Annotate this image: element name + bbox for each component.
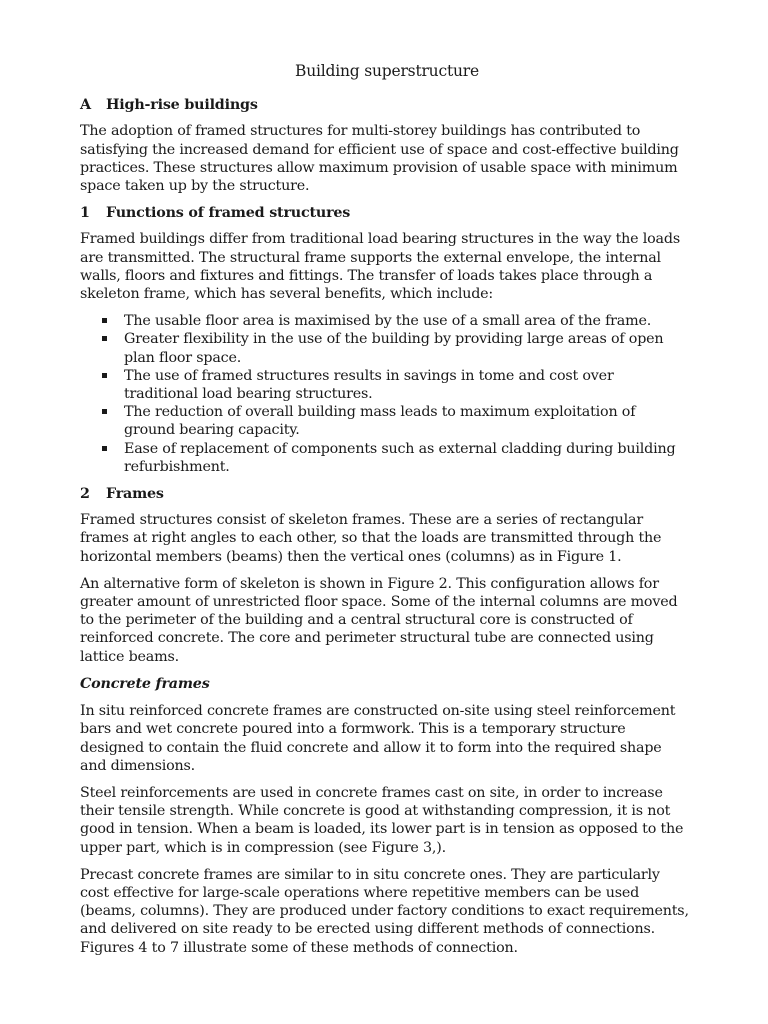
document-page: [80, 62, 690, 966]
list-item-text: The use of framed structures results in savings in tome and cost over traditional load bearing structures.: [124, 367, 614, 403]
concrete-frames-paragraph-2: Steel reinforcements are used in concrete frames cast on site, in order to increase their tensile strength. While concrete is good at withstanding compression, it is not good in tension. When a beam is loaded, its lower part is in tension as opposed to the upper part, which is in compression (see Figure 3,).: [80, 784, 684, 856]
square-bullet-icon: [102, 409, 107, 414]
section-2-heading: [80, 485, 690, 503]
document-title: Building superstructure: [295, 62, 479, 80]
section-2-number: 2: [80, 486, 90, 503]
section-a-number: A: [80, 97, 91, 114]
list-item-text: Ease of replacement of components such as external cladding during building refurbishment.: [124, 440, 676, 475]
list-item: [100, 330, 690, 366]
square-bullet-icon: [102, 336, 107, 341]
section-2-paragraph-1: Framed structures consist of skeleton frames. These are a series of rectangular frames at right angles to each other, so that the loads are transmitted through the horizontal members (beams) then the vertical ones (columns) as in Figure 1.: [80, 512, 662, 565]
section-a-paragraph: The adoption of framed structures for multi-storey buildings has contributed to satisfying the increased demand for efficient use of space and cost-effective building practices. These structures allow maximum provision of usable space with minimum space taken up by the structure.: [80, 123, 679, 195]
concrete-frames-paragraph-1: In situ reinforced concrete frames are constructed on-site using steel reinforcement bars and wet concrete poured into a formwork. This is a temporary structure designed to contain the fluid concrete and allow it to form into the required shape and dimensions.: [80, 703, 676, 774]
section-1-heading: [80, 204, 690, 222]
benefits-list: [80, 312, 690, 476]
section-a-heading: [80, 96, 690, 114]
section-a-title: High-rise buildings: [106, 97, 258, 114]
list-item: [100, 403, 690, 439]
list-item-text: The usable floor area is maximised by the use of a small area of the frame.: [124, 313, 652, 330]
section-1-title: Functions of framed structures: [106, 205, 351, 222]
section-1-number: 1: [80, 205, 90, 222]
section-1-paragraph: Framed buildings differ from traditional load bearing structures in the way the loads are transmitted. The structural frame supports the external envelope, the internal walls, floors and fixtures and fittings. The transfer of loads takes place through a skeleton frame, which has several benefits, which include:: [80, 231, 680, 303]
section-2-paragraph-2: An alternative form of skeleton is shown in Figure 2. This configuration allows for greater amount of unrestricted floor space. Some of the internal columns are moved to the perimeter of the building and a central structural core is constructed of reinforced concrete. The core and perimeter structural tube are connected using lattice beams.: [80, 575, 678, 665]
list-item: [100, 440, 690, 476]
list-item-text: The reduction of overall building mass leads to maximum exploitation of ground bearing capacity.: [124, 404, 636, 439]
section-2-title: Frames: [106, 486, 164, 503]
concrete-frames-paragraph-3: Precast concrete frames are similar to in situ concrete ones. They are particularly cost effective for large-scale operations where repetitive members can be used (beams, columns). They are produced under factory conditions to exact requirements, and delivered on site ready to be erected using different methods of connections. Figures 4 to 7 illustrate some of these methods of connection.: [80, 866, 689, 956]
list-item: [100, 312, 690, 330]
list-item: [100, 367, 690, 403]
concrete-frames-heading: Concrete frames: [80, 675, 210, 692]
list-item-text: Greater flexibility in the use of the building by providing large areas of open plan floor space.: [124, 331, 664, 366]
square-bullet-icon: [102, 446, 107, 451]
square-bullet-icon: [102, 318, 107, 323]
square-bullet-icon: [102, 373, 107, 378]
